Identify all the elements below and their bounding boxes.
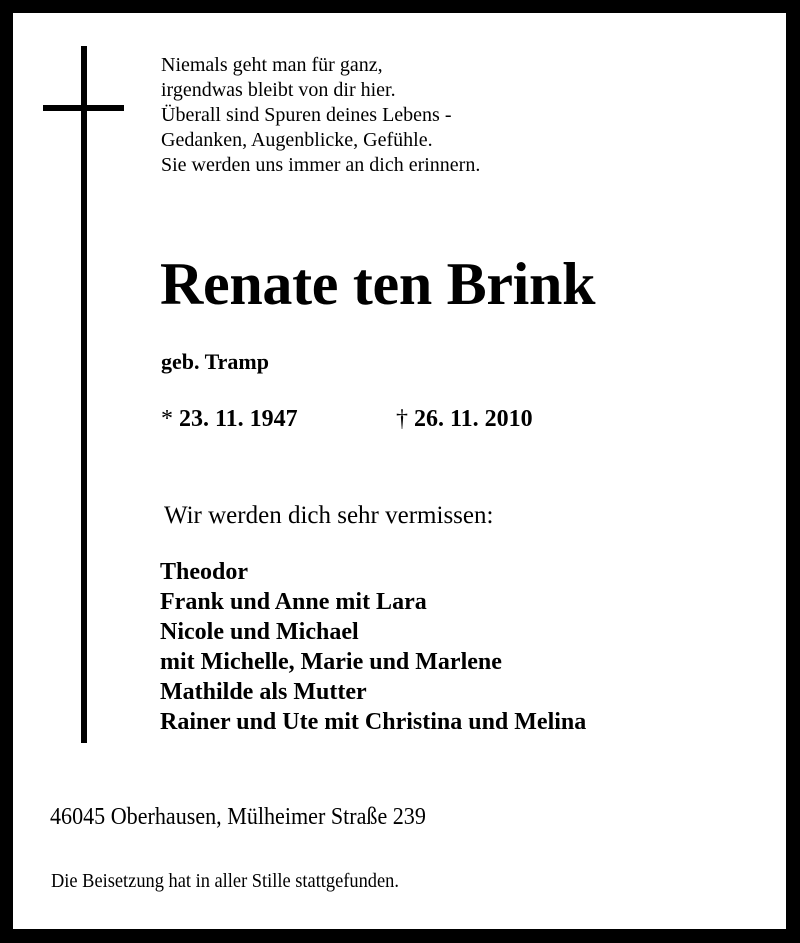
birth-date: [161, 404, 298, 434]
mourner: Nicole und Michael: [160, 619, 359, 645]
mourners-list: [160, 557, 586, 737]
burial-note: Die Beisetzung hat in aller Stille stattgefunden.: [51, 870, 399, 892]
maiden-name: geb. Tramp: [161, 349, 269, 374]
farewell-line: Wir werden dich sehr vermissen:: [164, 502, 494, 529]
address: 46045 Oberhausen, Mülheimer Straße 239: [50, 804, 426, 830]
mourner: Theodor: [160, 559, 249, 585]
dagger-icon: †: [396, 406, 408, 432]
deceased-name: Renate ten Brink: [160, 251, 596, 317]
birth-star-icon: *: [161, 406, 173, 432]
mourner: Mathilde als Mutter: [160, 679, 367, 705]
poem-line: Niemals geht man für ganz,: [161, 54, 383, 76]
poem-line: Gedanken, Augenblicke, Gefühle.: [161, 129, 433, 151]
mourner: Frank und Anne mit Lara: [160, 589, 427, 615]
poem-line: Überall sind Spuren deines Lebens -: [161, 104, 452, 126]
death-date-value: 26. 11. 2010: [414, 406, 533, 432]
cross-icon-vertical-bar: [81, 46, 87, 743]
birth-date-value: 23. 11. 1947: [179, 406, 298, 432]
mourner: mit Michelle, Marie und Marlene: [160, 649, 502, 675]
poem-line: Sie werden uns immer an dich erinnern.: [161, 154, 481, 176]
memorial-poem: [161, 53, 480, 178]
obituary-card: [13, 13, 786, 929]
poem-line: irgendwas bleibt von dir hier.: [161, 79, 396, 101]
mourner: Rainer und Ute mit Christina und Melina: [160, 709, 587, 735]
death-date: [396, 404, 533, 434]
cross-icon-horizontal-bar: [43, 105, 124, 111]
